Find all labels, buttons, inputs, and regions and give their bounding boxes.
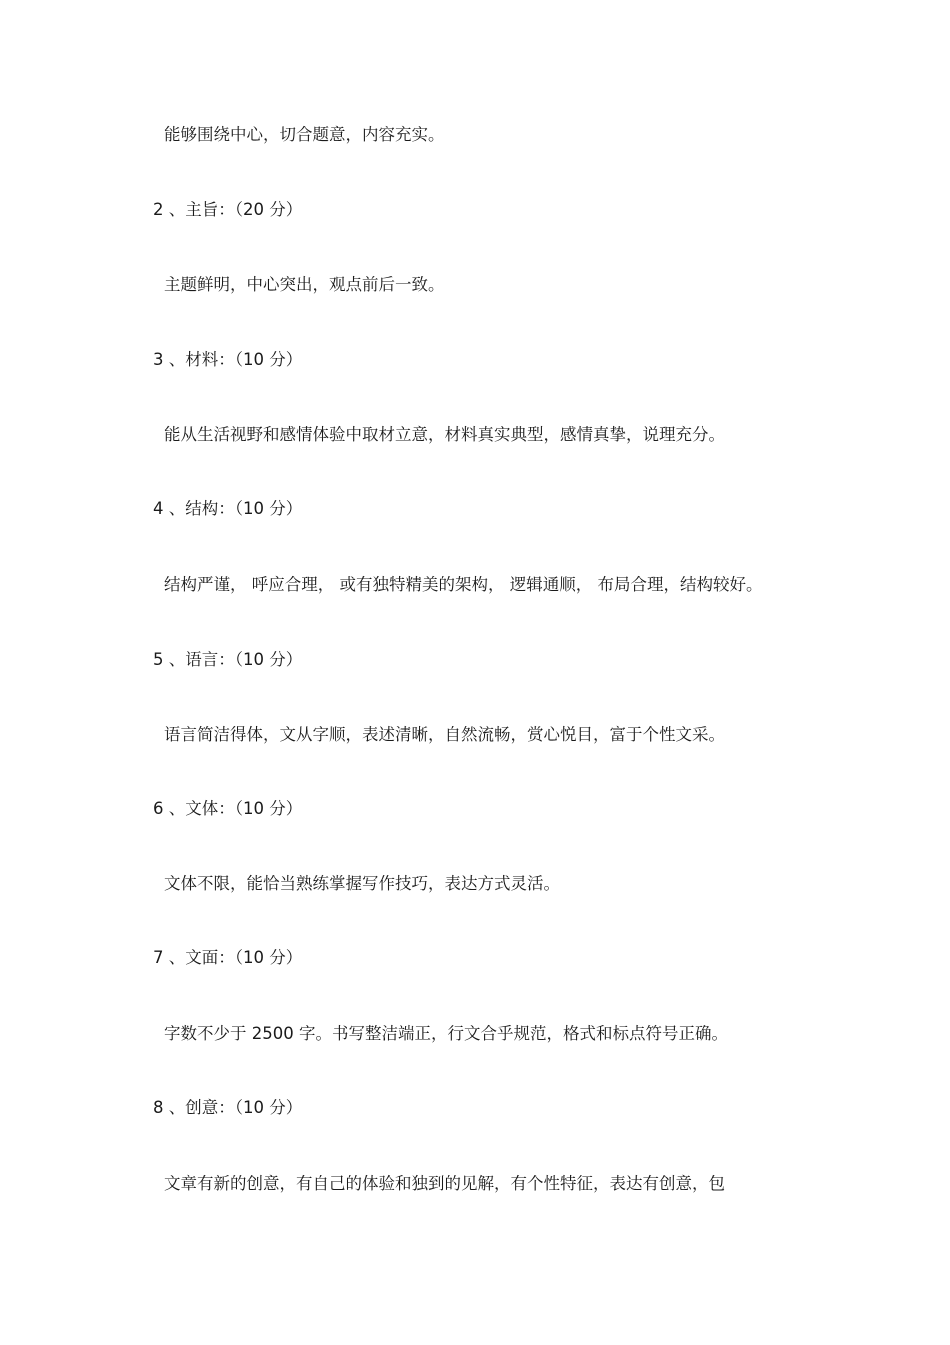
criterion-5-heading: 5 、语言：（10 分） <box>153 650 303 669</box>
criterion-6-description: 文体不限，能恰当熟练掌握写作技巧，表达方式灵活。 <box>164 874 560 893</box>
criterion-8-description: 文章有新的创意，有自己的体验和独到的见解，有个性特征，表达有创意，包 <box>164 1174 725 1193</box>
criterion-2-description: 主题鲜明，中心突出，观点前后一致。 <box>164 275 445 294</box>
criterion-4-description: 结构严谨， 呼应合理， 或有独特精美的架构， 逻辑通顺， 布局合理，结构较好。 <box>164 575 763 594</box>
criterion-1-description: 能够围绕中心，切合题意，内容充实。 <box>164 125 445 144</box>
criterion-7-description: 字数不少于 2500 字。书写整洁端正，行文合乎规范，格式和标点符号正确。 <box>164 1024 728 1043</box>
criterion-6-heading: 6 、文体：（10 分） <box>153 799 303 818</box>
criterion-2-heading: 2 、主旨：（20 分） <box>153 200 303 219</box>
criterion-4-heading: 4 、结构：（10 分） <box>153 499 303 518</box>
criterion-5-description: 语言简洁得体，文从字顺，表述清晰，自然流畅，赏心悦目，富于个性文采。 <box>164 725 725 744</box>
criterion-3-description: 能从生活视野和感情体验中取材立意，材料真实典型，感情真挚，说理充分。 <box>164 425 725 444</box>
criterion-7-heading: 7 、文面：（10 分） <box>153 948 303 967</box>
criterion-3-heading: 3 、材料：（10 分） <box>153 350 303 369</box>
criterion-8-heading: 8 、创意：（10 分） <box>153 1098 303 1117</box>
